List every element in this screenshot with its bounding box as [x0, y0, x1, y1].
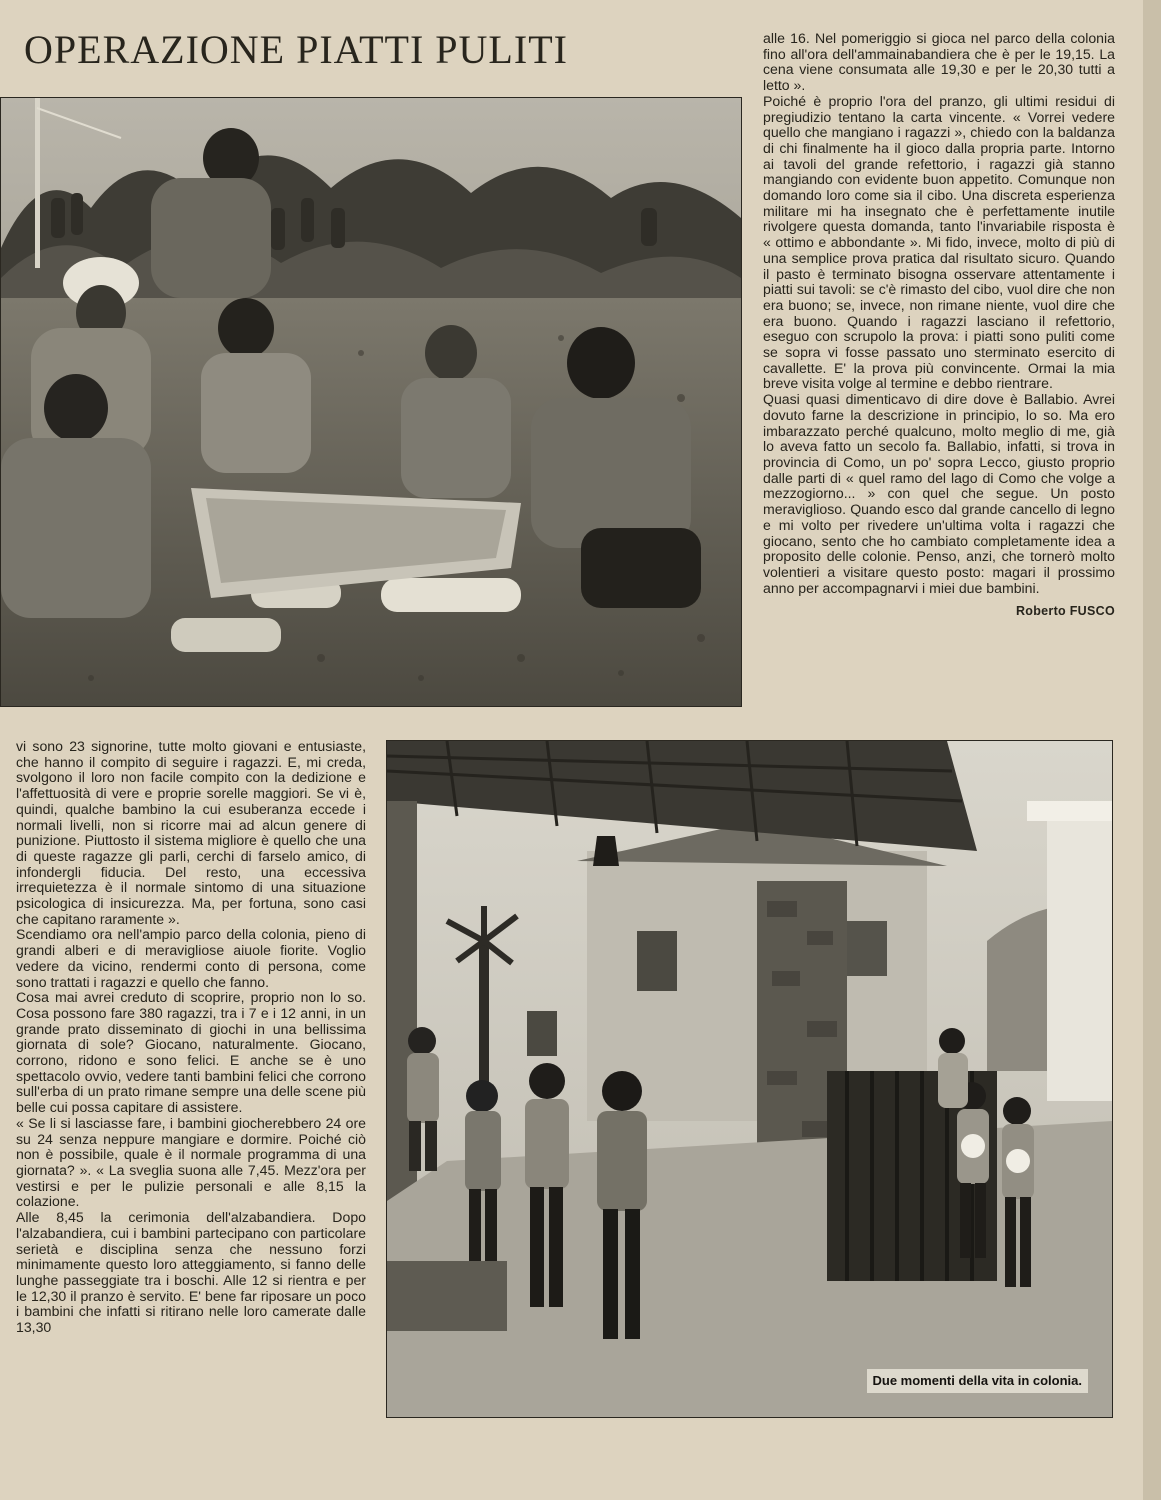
article-title: OPERAZIONE PIATTI PULITI [24, 27, 568, 72]
article-author: Roberto FUSCO [1015, 604, 1115, 619]
right-paragraph-1: alle 16. Nel pomeriggio si gioca nel parco della colonia fino all'ora dell'ammainabandiera che è per le 19,15. La cena viene consumata alle 19,30 e per le 20,30 tutti a letto ». [763, 30, 1115, 94]
left-paragraph-5: Alle 8,45 la cerimonia dell'alzabandiera. Dopo l'alzabandiera, cui i bambini partecipano con particolare serietà e disciplina senza che nessuno forzi minimamente questo loro atteggiamento, si fanno delle lunghe passeggiate tra i boschi. Alle 12 si rientra e per le 12,30 il pranzo è servito. E' bene far riposare un poco i bambini che infatti si ritirano nelle loro camerate dalle 13,30 [16, 1209, 366, 1336]
photo-children-playing [0, 97, 742, 707]
left-paragraph-4: « Se li si lasciasse fare, i bambini giocherebbero 24 ore su 24 senza neppure mangiare e dormire. Poiché ciò non è possibile, quale è il normale programma di una giornata? ». « La sveglia suona alle 7,45. Mezz'ora per vestirsi e per le pulizie personali e alle 8,15 la colazione. [16, 1114, 366, 1210]
left-paragraph-3: Cosa mai avrei creduto di scoprire, proprio non lo so. Cosa possono fare 380 ragazzi, tra i 7 e i 12 anni, in un grande prato disseminato di giochi in una bellissima giornata di sole? Giocano, naturalmente. Giocano, corrono, ridono e sono felici. E anche se è uno spettacolo ovvio, vedere tanti bambini felici che corrono sull'erba di un prato rimane sempre una delle scene più belle cui possa capitare di assistere. [16, 989, 366, 1116]
right-paragraph-3: Quasi quasi dimenticavo di dire dove è Ballabio. Avrei dovuto farne la descrizione in principio, lo so. Ma ero imbarazzato perché qualcuno, molto meglio di me, già lo aveva fatto un secolo fa. Ballabio, infatti, si trova in provincia di Como, un po' sopra Lecco, giusto proprio dalle parti di « quel ramo del lago di Como che volge a mezzogiorno... » con quel che segue. Un posto meraviglioso. Quando esco dal grande cancello di legno e mi volto per rivedere un'ultima volta i ragazzi che giocano, sento che ho cambiato completamente idea a proposito delle colonie. Penso, anzi, che tornerò molto volentieri a visitare questo posto: magari il prossimo anno per accompagnarvi i miei due bambini. [763, 391, 1115, 596]
article-right-column [763, 31, 1115, 620]
article-left-column [16, 739, 366, 1336]
photo-children-playing-image [1, 98, 741, 706]
photo-children-at-gate-image [387, 741, 1112, 1417]
photo-caption: Due momenti della vita in colonia. [867, 1369, 1089, 1393]
right-paragraph-2: Poiché è proprio l'ora del pranzo, gli ultimi residui di pregiudizio tentano la carta vincente. « Vorrei vedere quello che mangiano i ragazzi », chiedo con la baldanza di chi finalmente ha il gioco dalla propria parte. Intorno ai tavoli del grande refettorio, i ragazzi già stanno mangiando con evidente buon appetito. Comunque non domando loro come sia il cibo. Una discreta esperienza militare mi ha insegnato che è perfettamente inutile rivolgere questa domanda, tanto l'invariabile risposta è « ottimo e abbondante ». Mi fido, invece, molto di più di una semplice prova pratica dal risultato sicuro. Quando il pasto è terminato bisogna osservare attentamente i piatti sui tavoli: se c'è rimasto del cibo, vuol dire che non era buono; se, invece, non rimane niente, vuol dire che era buono. Quando i ragazzi lasciano il refettorio, eseguo con scrupolo la prova: i piatti sono puliti come se sopra vi fosse passato uno sterminato esercito di cavallette. E' la prova più convincente. Ormai la mia breve visita volge al termine e debbo rientrare. [763, 92, 1115, 392]
left-paragraph-1: vi sono 23 signorine, tutte molto giovani e entusiaste, che hanno il compito di seguire i ragazzi. E, mi creda, svolgono il loro non facile compito con la dedizione e l'affettuosità di vere e proprie sorelle maggiori. Se vi è, quindi, qualche bambino la cui esuberanza eccede i normali livelli, non si ricorre mai ad alcun genere di punizione. Piuttosto il sistema migliore è quello che una di queste ragazze gli parli, cerchi di farselo amico, di infondergli fiducia. Del resto, una eccessiva irrequietezza è il normale sintomo di una situazione psicologica di insicurezza. Ma, per fortuna, sono casi che capitano raramente ». [16, 738, 366, 927]
photo-children-at-gate [386, 740, 1113, 1418]
page-edge [1143, 0, 1161, 1500]
left-paragraph-2: Scendiamo ora nell'ampio parco della colonia, pieno di grandi alberi e di meravigliose aiuole fiorite. Voglio vedere da vicino, rendermi conto di persona, come sono trattati i ragazzi e quello che fanno. [16, 926, 366, 990]
